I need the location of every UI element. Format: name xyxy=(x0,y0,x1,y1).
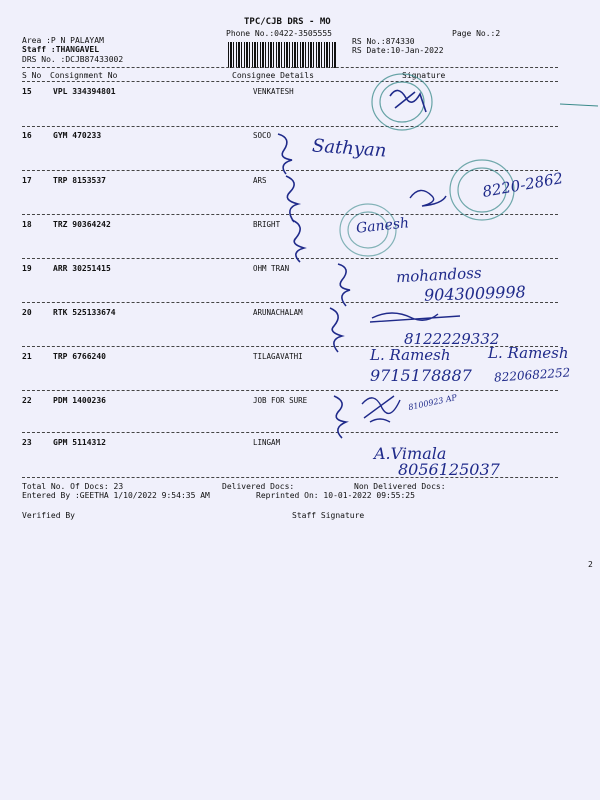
verified-by: Verified By xyxy=(22,511,75,520)
handwritten-phone: 8100923 AP xyxy=(407,392,458,413)
staff-signature: Staff Signature xyxy=(292,511,365,520)
row-sno: 17 xyxy=(22,176,32,185)
row-sno: 20 xyxy=(22,308,32,317)
handwritten-name: A.Vimala xyxy=(374,444,447,463)
handwritten-name: L. Ramesh xyxy=(370,346,451,364)
column-signature: Signature xyxy=(402,71,446,80)
row-sno: 22 xyxy=(22,396,32,405)
row-consignment: VPL 334394801 xyxy=(53,87,116,96)
document-title: TPC/CJB DRS - MO xyxy=(244,17,331,27)
signature-scribble xyxy=(410,190,446,206)
entered-by: Entered By :GEETHA 1/10/2022 9:54:35 AM xyxy=(22,491,210,500)
reprinted-on: Reprinted On: 10-01-2022 09:55:25 xyxy=(256,491,415,500)
row-consignment: GYM 470233 xyxy=(53,131,102,140)
row-consignment: RTK 525133674 xyxy=(53,308,116,317)
row-consignee: BRIGHT xyxy=(253,220,281,229)
row-sno: 23 xyxy=(22,438,32,447)
row-consignee: LINGAM xyxy=(253,438,281,447)
brace-mark xyxy=(338,264,350,306)
row-sno: 16 xyxy=(22,131,32,140)
handwritten-name: Sathyan xyxy=(311,135,388,162)
handwritten-phone: 8220-2862 xyxy=(481,169,565,201)
rs-number: RS No.:874330 xyxy=(352,37,415,46)
column-consignee: Consignee Details xyxy=(232,71,314,80)
signature-scribble xyxy=(362,396,400,422)
drs-number: DRS No. :DCJB87433002 xyxy=(22,55,124,64)
brace-mark xyxy=(334,396,346,438)
row-consignment: TRZ 90364242 xyxy=(53,220,111,229)
row-consignee: JOB FOR SURE xyxy=(253,396,308,405)
brace-mark xyxy=(286,176,298,222)
total-docs: Total No. Of Docs: 23 xyxy=(22,482,124,491)
page-number: Page No.:2 xyxy=(452,29,501,38)
rs-date: RS Date:10-Jan-2022 xyxy=(352,46,444,55)
handwritten-phone: 8220682252 xyxy=(493,365,571,385)
handwritten-phone: 8122229332 xyxy=(404,330,500,348)
margin-mark: 2 xyxy=(588,560,593,569)
handwritten-phone: 8056125037 xyxy=(398,460,500,479)
handwritten-phone: 9715178887 xyxy=(370,366,472,385)
row-consignee: TILAGAVATHI xyxy=(253,352,303,361)
delivered-docs: Delivered Docs: xyxy=(222,482,295,491)
phone-number: Phone No.:0422-3505555 xyxy=(226,29,332,38)
row-consignment: PDM 1400236 xyxy=(53,396,106,405)
row-consignment: TRP 8153537 xyxy=(53,176,106,185)
row-sno: 15 xyxy=(22,87,32,96)
row-consignment: GPM 5114312 xyxy=(53,438,106,447)
handwritten-name: mohandoss xyxy=(395,263,482,287)
staff-label: Staff :THANGAVEL xyxy=(22,45,100,54)
signature-scribble xyxy=(370,313,460,322)
non-delivered-docs: Non Delivered Docs: xyxy=(354,482,446,491)
margin-dash xyxy=(560,104,598,106)
handwritten-name: Ganesh xyxy=(355,215,410,237)
column-consignment: Consignment No xyxy=(50,71,118,80)
row-sno: 21 xyxy=(22,352,32,361)
brace-mark xyxy=(278,134,292,174)
row-consignee: SOCO xyxy=(253,131,272,140)
row-consignee: VENKATESH xyxy=(253,87,294,96)
row-sno: 18 xyxy=(22,220,32,229)
row-sno: 19 xyxy=(22,264,32,273)
row-consignee: OHM TRAN xyxy=(253,264,290,273)
row-consignment: TRP 6766240 xyxy=(53,352,106,361)
brace-mark xyxy=(292,220,304,262)
signature-scribble xyxy=(390,90,426,112)
row-consignee: ARS xyxy=(253,176,267,185)
column-sno: S No xyxy=(22,71,42,80)
handwritten-name: L. Ramesh xyxy=(488,344,569,362)
row-consignee: ARUNACHALAM xyxy=(253,308,303,317)
row-consignment: ARR 30251415 xyxy=(53,264,111,273)
area-label: Area :P N PALAYAM xyxy=(22,36,104,45)
brace-mark xyxy=(330,308,342,352)
handwritten-phone: 9043009998 xyxy=(423,282,527,305)
